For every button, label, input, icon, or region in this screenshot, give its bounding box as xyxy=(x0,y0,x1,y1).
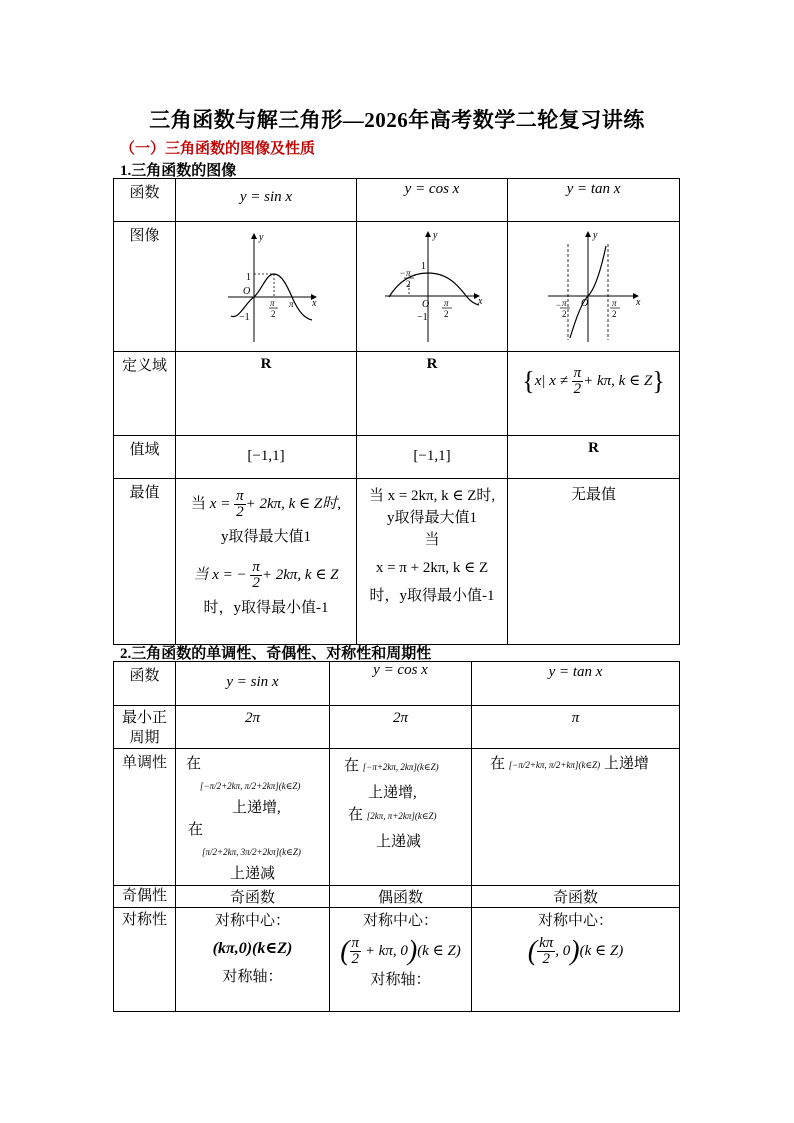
svg-text:2: 2 xyxy=(562,309,567,319)
tan-period: π xyxy=(571,710,580,726)
label-function-2: 函数 xyxy=(114,662,176,706)
svg-text:2: 2 xyxy=(444,309,449,319)
sin-function-2: y = sin x xyxy=(226,674,279,690)
label-graph: 图像 xyxy=(114,222,176,352)
tan-symmetry: 对称中心： ( $\frac{k\pi}{2}$ , 0)(k ∈ Z) xyxy=(472,908,680,1012)
sin-graph-cell xyxy=(176,222,357,352)
sin-function: y = sin x xyxy=(239,189,293,205)
tan-monotonicity: 在 [−π/2+kπ, π/2+kπ](k∈Z) 上递增 xyxy=(472,749,680,886)
tan-domain: {x| x ≠ $\frac{\pi}{2}$ + kπ, k ∈ Z} xyxy=(508,352,680,436)
cos-extreme: 当 x = 2kπ, k ∈ Z时, y取得最大值1 当 x = π + 2kπ, k ∈ Z 时，y取得最小值-1 xyxy=(357,479,508,645)
svg-text:2: 2 xyxy=(612,309,617,319)
cosine-graph xyxy=(357,222,508,346)
svg-text:2: 2 xyxy=(406,279,411,289)
label-domain: 定义域 xyxy=(114,352,176,436)
label-function: 函数 xyxy=(114,179,176,222)
tan-function: y = tan x xyxy=(566,181,621,197)
tan-function-2: y = tan x xyxy=(548,664,603,680)
svg-text:x: x xyxy=(636,297,641,308)
svg-text:1: 1 xyxy=(421,261,426,272)
cos-graph-cell xyxy=(357,222,508,352)
property-table xyxy=(113,661,680,1012)
sine-graph xyxy=(176,222,357,346)
graph-table xyxy=(113,178,680,645)
table1-heading: 1.三角函数的图像 xyxy=(120,163,237,179)
cos-function: y = cos x xyxy=(404,181,460,197)
svg-text:O: O xyxy=(581,298,589,309)
tick-one: 1 xyxy=(246,272,251,283)
svg-text:π: π xyxy=(562,298,567,308)
cos-monotonicity: 在 [−π+2kπ, 2kπ](k∈Z) 上递增, 在 [2kπ, π+2kπ](k∈Z) 上递减 xyxy=(330,749,472,886)
label-period: 最小正周期 xyxy=(114,706,176,749)
cos-domain: R xyxy=(357,352,508,436)
tangent-graph xyxy=(508,222,680,346)
sin-domain: R xyxy=(176,352,357,436)
tan-graph-cell xyxy=(508,222,680,352)
tick-pi-half-num: π xyxy=(270,298,275,308)
svg-text:x: x xyxy=(478,296,483,307)
label-extreme: 最值 xyxy=(114,479,176,645)
svg-text:π: π xyxy=(406,268,411,278)
label-monotonicity: 单调性 xyxy=(114,749,176,886)
section-heading: （一）三角函数的图像及性质 xyxy=(120,141,316,157)
svg-text:−: − xyxy=(400,268,406,278)
table2-heading: 2.三角函数的单调性、奇偶性、对称性和周期性 xyxy=(120,646,432,662)
page-title: 三角函数与解三角形—2026年高考数学二轮复习讲练 xyxy=(149,108,645,132)
label-parity: 奇偶性 xyxy=(114,886,176,908)
svg-text:y: y xyxy=(593,230,598,241)
sin-extreme: 当 x = $\frac{\pi}{2}$ + 2kπ, k ∈ Z时, y取得最大值1 当 x = − $\frac{\pi}{2}$ + 2kπ, k ∈ Z 时，y取得最小值-1 xyxy=(176,479,357,645)
svg-text:π: π xyxy=(612,298,617,308)
cos-parity: 偶函数 xyxy=(330,886,472,908)
sin-period: 2π xyxy=(244,710,260,726)
cos-range: [−1,1] xyxy=(357,436,508,479)
tick-neg-one: −1 xyxy=(239,312,250,323)
cos-function-2: y = cos x xyxy=(373,662,428,678)
label-range: 值域 xyxy=(114,436,176,479)
tan-extreme: 无最值 xyxy=(508,479,680,645)
sin-parity: 奇函数 xyxy=(176,886,330,908)
tan-parity: 奇函数 xyxy=(472,886,680,908)
tick-pi-half-den: 2 xyxy=(271,309,276,319)
cos-period: 2π xyxy=(392,710,408,726)
axis-y-label: y xyxy=(259,232,264,243)
svg-text:−: − xyxy=(556,300,562,310)
label-symmetry: 对称性 xyxy=(114,908,176,1012)
sin-symmetry: 对称中心： (kπ,0)(k∈Z) 对称轴： xyxy=(176,908,330,1012)
svg-text:π: π xyxy=(444,298,449,308)
cos-symmetry: 对称中心： ( $\frac{\pi}{2}$ + kπ, 0)(k ∈ Z) 对称轴： xyxy=(330,908,472,1012)
tick-pi: π xyxy=(289,299,294,309)
axis-x-label: x xyxy=(312,298,317,309)
sin-monotonicity: 在 [−π/2+2kπ, π/2+2kπ](k∈Z) 上递增, 在 [π/2+2kπ, 3π/2+2kπ](k∈Z) 上递减 xyxy=(176,749,330,886)
tan-range: R xyxy=(508,436,680,479)
sin-range: [−1,1] xyxy=(176,436,357,479)
origin-label: O xyxy=(243,286,251,297)
svg-text:O: O xyxy=(422,299,430,310)
svg-text:−1: −1 xyxy=(417,312,428,323)
svg-text:y: y xyxy=(433,230,438,241)
